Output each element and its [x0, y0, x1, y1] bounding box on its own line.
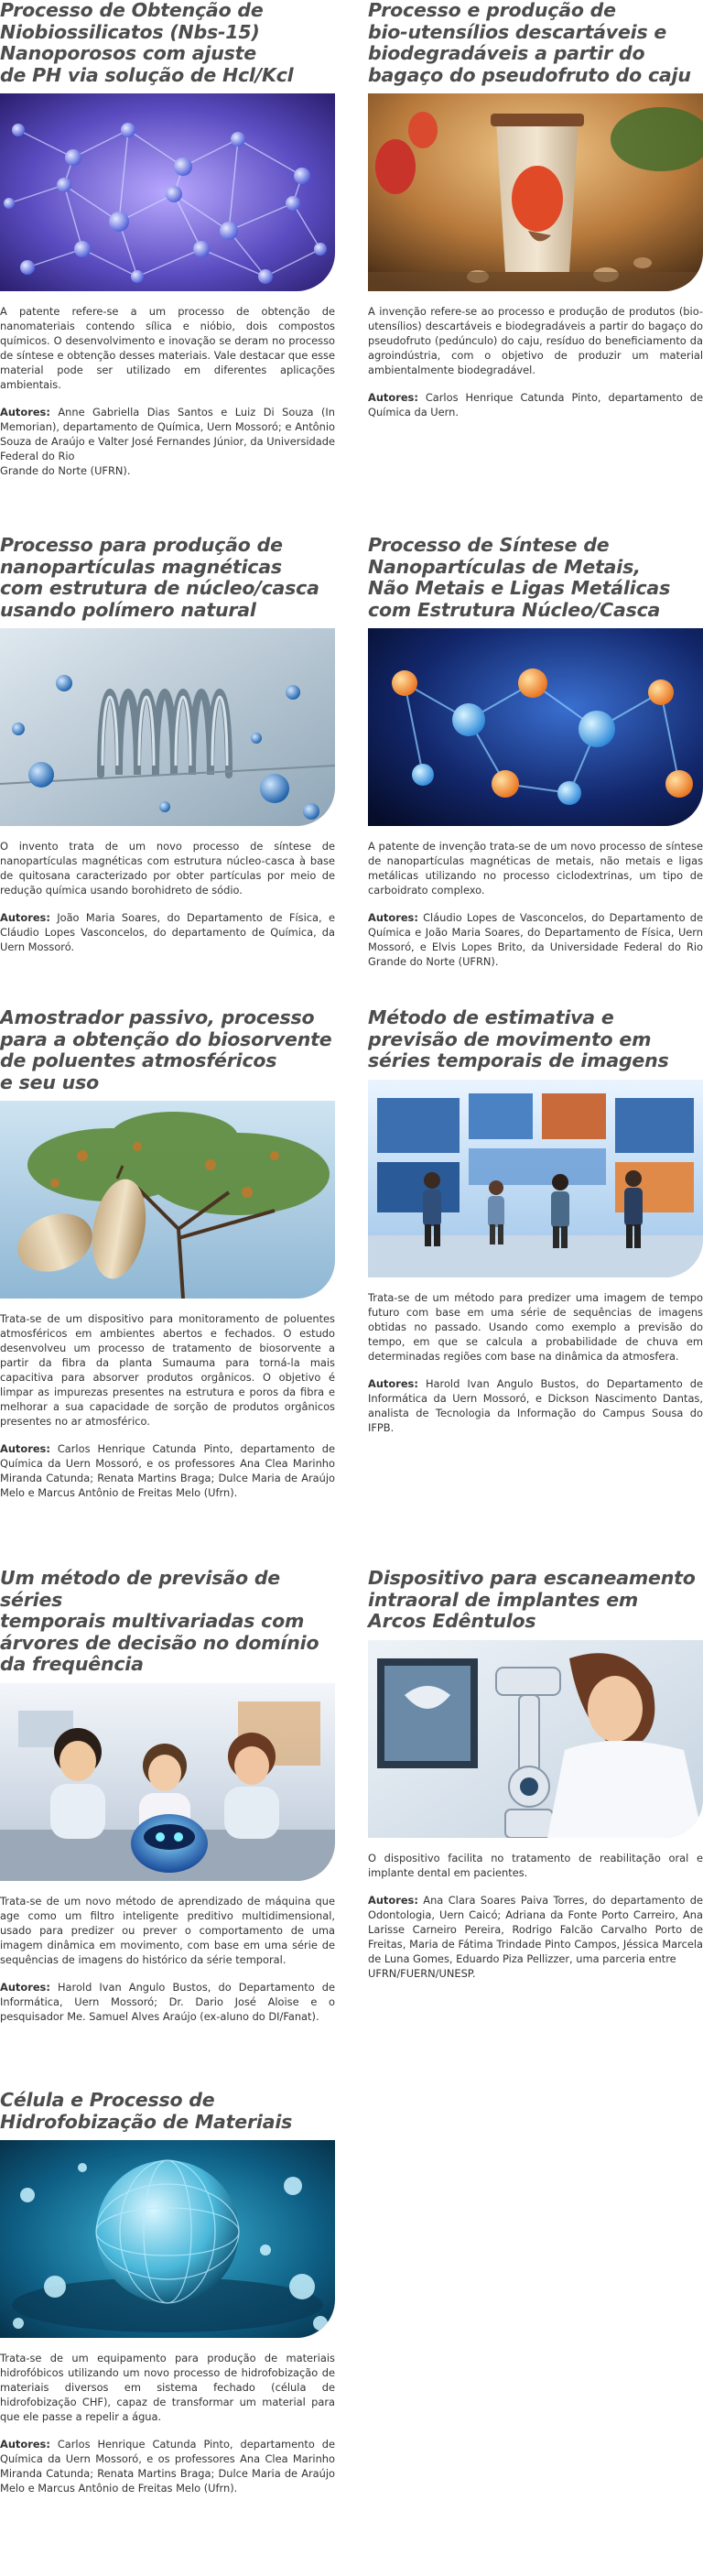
patent-authors [0, 910, 335, 954]
patent-card [0, 0, 335, 478]
authors-label: Autores: [368, 911, 418, 924]
patent-authors [0, 2437, 335, 2495]
patent-card [368, 1007, 703, 1435]
patent-description: Trata-se de um método para predizer uma imagem de tempo futuro com base em uma série de sequências de imagens obtidas no passado. Usando como exemplo a previsão do tempo, em que se calcula a probabilidade de chuva em determinadas regiões com base na dinâmica da atmosfera. [368, 1290, 703, 1363]
authors-text: Anne Gabriella Dias Santos e Luiz Di Souza (In Memorian), departamento de Química, Uern Mossoró; e Antônio Souza de Araújo e Valter José Fernandes Júnior, da Universidade Federal do Rio Grande do Norte (UFRN). [0, 406, 335, 477]
authors-label: Autores: [368, 1376, 418, 1390]
authors-label: Autores: [0, 406, 50, 418]
sumauma-tree-pods-image [0, 1101, 335, 1299]
authors-label: Autores: [0, 2438, 50, 2451]
patent-title: Processo de Obtenção de Niobiossilicatos (Nbs-15) Nanoporosos com ajuste de PH via solução de Hcl/Kcl [0, 0, 294, 86]
nanoporous-molecular-network-image [0, 93, 335, 291]
patent-card [368, 0, 703, 419]
authors-label: Autores: [368, 1893, 418, 1907]
authors-text: Carlos Henrique Catunda Pinto, departamento de Química da Uern Mossoró, e os professores Ana Clea Marinho Miranda Catunda; Renata Martins Braga; Dulce Maria de Araújo Melo e Marcus Antônio de Freitas Melo (Ufrn). [0, 1442, 335, 1499]
authors-label: Autores: [0, 1980, 50, 1994]
authors-text: João Maria Soares, do Departamento de Física, e Cláudio Lopes Vasconcelos, do departamento de Química, da Uern Mossoró. [0, 911, 335, 953]
patent-title: Célula e Processo de Hidrofobização de Materiais [0, 2089, 293, 2133]
patent-description: O dispositivo facilita no tratamento de reabilitação oral e implante dental em pacientes. [368, 1851, 703, 1879]
magnetic-spring-spheres-image [0, 628, 335, 826]
authors-text: Harold Ivan Angulo Bustos, do Departamento de Informática da Uern Mossoró, e Dickson Nascimento Dantas, analista de Tecnologia da Informação do Campus Sousa do IFPB. [368, 1376, 703, 1434]
patent-title: Amostrador passivo, processo para a obtenção do biosorvente de poluentes atmosféricos e seu uso [0, 1006, 332, 1093]
patent-authors [368, 1376, 703, 1435]
patent-card [368, 535, 703, 969]
authors-text: Harold Ivan Angulo Bustos, do Departamento de Informática, Uern Mossoró; Dr. Dario José Aloise e o pesquisador Me. Samuel Alves Araújo (ex-aluno do DI/Fanat). [0, 1980, 335, 2023]
patent-description: Trata-se de um dispositivo para monitoramento de poluentes atmosféricos em ambientes abertos e fechados. O estudo desenvolveu um processo de tratamento de biosorvente a partir da fibra da planta Sumauma para torná-la mais capacitiva para absorver produtos orgânicos. O objetivo é limpar as impurezas presentes na estrutura e poros da fibra e melhorar a sua capacidade de sorção de produtos orgânicos presentes no ar atmosférico. [0, 1312, 335, 1428]
patent-description: Trata-se de um novo método de aprendizado de máquina que age como um filtro inteligente preditivo multidimensional, usado para predizer ou prever o comportamento de uma imagem dinâmica em movimento, com base em uma série de sequências de imagens do histórico da série temporal. [0, 1894, 335, 1966]
patent-description: A invenção refere-se ao processo e produção de produtos (bio-utensílios) descartáveis e biodegradáveis a partir do bagaço do pseudofruto (pedúnculo) do caju, resíduo do beneficiamento da agroindústria, com o objetivo de produzir um material ambientalmente biodegradável. [368, 305, 703, 376]
patent-title: Um método de previsão de séries temporais multivariadas com árvores de decisão no domínio da frequência [0, 1567, 319, 1675]
patent-description: Trata-se de um equipamento para produção de materiais hidrofóbicos utilizando um novo processo de hidrofobização de materiais diversos em sistema fechado (célula de hidrofobização CHF), capaz de transformar um material para que ele passe a repelir a água. [0, 2352, 335, 2423]
nanoparticle-network-image [368, 628, 703, 826]
patent-authors [368, 390, 703, 419]
patent-authors [368, 1893, 703, 1981]
patent-title: Método de estimativa e previsão de movimento em séries temporais de imagens [368, 1006, 669, 1071]
cashew-biodegradable-cup-image [368, 93, 703, 291]
patent-authors [0, 405, 335, 478]
patent-description: O invento trata de um novo processo de síntese de nanopartículas magnéticas com estrutura núcleo-casca à base de quitosana caracterizado por obter partículas por meio de redução química usando borohidreto de sódio. [0, 840, 335, 897]
patent-description: A patente de invenção trata-se de um novo processo de síntese de nanopartículas magnéticas de metais, não metais e ligas metálicas utilizando no processo ciclodextrinas, um tipo de carboidrato complexo. [368, 840, 703, 897]
people-viewing-screens-image [368, 1080, 703, 1277]
dentist-microscope-image [368, 1640, 703, 1838]
patent-title: Dispositivo para escaneamento intraoral de implantes em Arcos Edêntulos [368, 1567, 696, 1632]
patent-card [0, 1007, 335, 1500]
patent-card [0, 2090, 335, 2495]
hydrophobic-cell-sphere-image [0, 2140, 335, 2338]
authors-text: Ana Clara Soares Paiva Torres, do departamento de Odontologia, Uern Caicó; Adriana da Fonte Porto Carreiro, Ana Larisse Carneiro Pereira, Rodrigo Falcão Carvalho Porto de Freitas, Maria de Fátima Trindade Pinto Campos, Jéssica Marcela de Luna Gomes, Eduardo Piza Pellizzer, uma parceria entre UFRN/FUERN/UNESP. [368, 1893, 703, 1980]
children-with-robot-image [0, 1683, 335, 1881]
patent-authors [368, 910, 703, 969]
patent-authors [0, 1441, 335, 1500]
patent-card [0, 1568, 335, 2024]
patent-description: A patente refere-se a um processo de obtenção de nanomateriais contendo sílica e nióbio, dois compostos químicos. O desenvolvimento e inovação se deram no processo de síntese e obtenção desses materiais. Vale destacar que esse material pode ser utilizado em diferentes aplicações ambientais. [0, 305, 335, 391]
patent-card [0, 535, 335, 954]
authors-text: Carlos Henrique Catunda Pinto, departamento de Química da Uern. [368, 391, 703, 418]
patent-title: Processo e produção de bio-utensílios descartáveis e biodegradáveis a partir do bagaço do pseudofruto do caju [368, 0, 691, 86]
patent-title: Processo para produção de nanopartículas magnéticas com estrutura de núcleo/casca usando polímero natural [0, 534, 319, 621]
authors-label: Autores: [0, 1442, 50, 1455]
authors-label: Autores: [0, 911, 50, 924]
patent-card [368, 1568, 703, 1981]
patent-authors [0, 1980, 335, 2024]
authors-label: Autores: [368, 391, 418, 404]
authors-text: Carlos Henrique Catunda Pinto, departamento de Química da Uern Mossoró, e os professores Ana Clea Marinho Miranda Catunda; Renata Martins Braga; Dulce Maria de Araújo Melo e Marcus Antônio de Freitas Melo (Ufrn). [0, 2438, 335, 2494]
authors-text: Cláudio Lopes de Vasconcelos, do Departamento de Química e João Maria Soares, do Departamento de Física, Uern Mossoró, e Elvis Lopes Brito, da Universidade Federal do Rio Grande do Norte (UFRN). [368, 911, 703, 968]
patent-title: Processo de Síntese de Nanopartículas de Metais, Não Metais e Ligas Metálicas com Estrutura Núcleo/Casca [368, 534, 671, 621]
